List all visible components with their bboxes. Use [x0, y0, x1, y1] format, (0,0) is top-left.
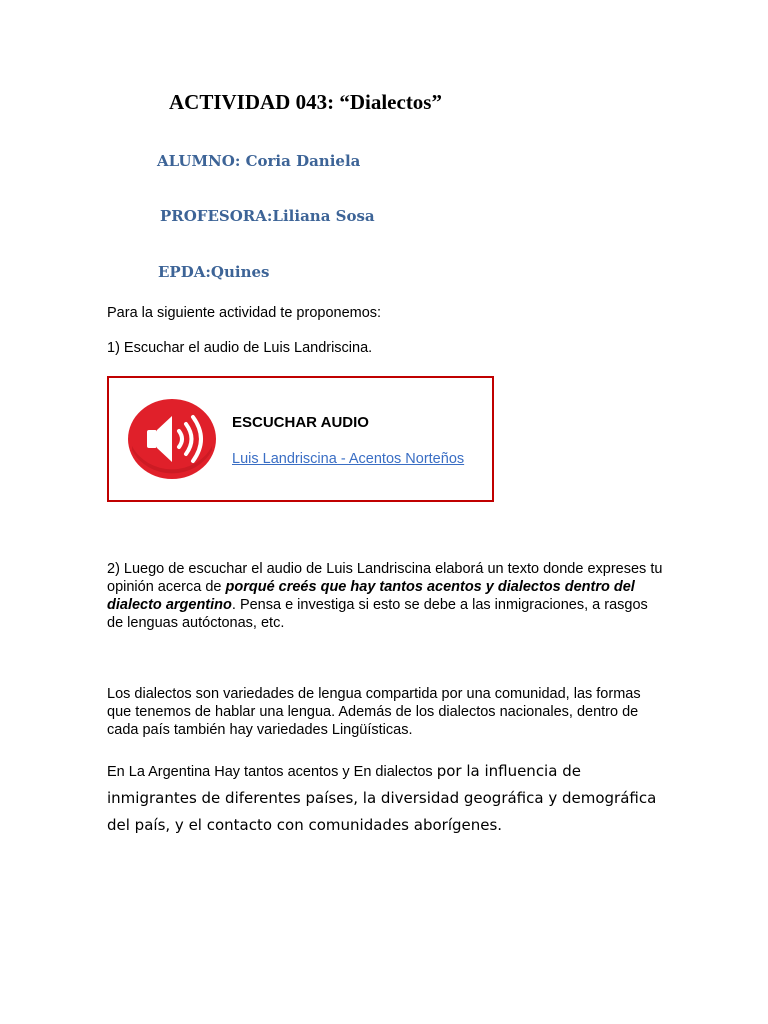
instruction-1: 1) Escuchar el audio de Luis Landriscina.: [107, 340, 373, 356]
answer-paragraph-2-rest: por la influencia de inmigrantes de diferentes países, la diversidad geográfica y demográfica del país, y el contacto con comunidades aborígenes.: [107, 762, 657, 834]
instruction-2: [107, 560, 667, 632]
audio-heading: ESCUCHAR AUDIO: [232, 414, 369, 431]
intro-text: Para la siguiente actividad te proponemos:: [107, 305, 382, 321]
instruction-2-emphasis: porqué creés que hay tantos acentos y dialectos dentro del dialecto argentino: [107, 579, 635, 613]
answer-paragraph-2-start: En La Argentina Hay tantos acentos y En dialectos: [107, 764, 437, 780]
page-title: ACTIVIDAD 043: “Dialectos”: [169, 90, 442, 114]
instruction-2-text-end: . Pensa e investiga si esto se debe a las inmigraciones, a rasgos de lenguas autóctonas, etc.: [107, 597, 648, 631]
speaker-icon[interactable]: [127, 398, 217, 480]
student-name: ALUMNO: Coria Daniela: [157, 152, 361, 170]
answer-paragraph-1: Los dialectos son variedades de lengua compartida por una comunidad, las formas que tenemos de hablar una lengua. Además de los dialectos nacionales, dentro de cada país también hay variedades Lingüísticas.: [107, 686, 641, 738]
audio-link[interactable]: Luis Landriscina - Acentos Norteños: [232, 451, 465, 467]
instruction-2-text: 2) Luego de escuchar el audio de Luis Landriscina elaborá un texto donde expreses tu opinión acerca de: [107, 561, 663, 595]
school-name: EPDA:Quines: [158, 263, 270, 281]
answer-paragraph-2: [107, 758, 667, 839]
audio-box: [107, 376, 494, 502]
teacher-name: PROFESORA:Liliana Sosa: [160, 207, 375, 225]
